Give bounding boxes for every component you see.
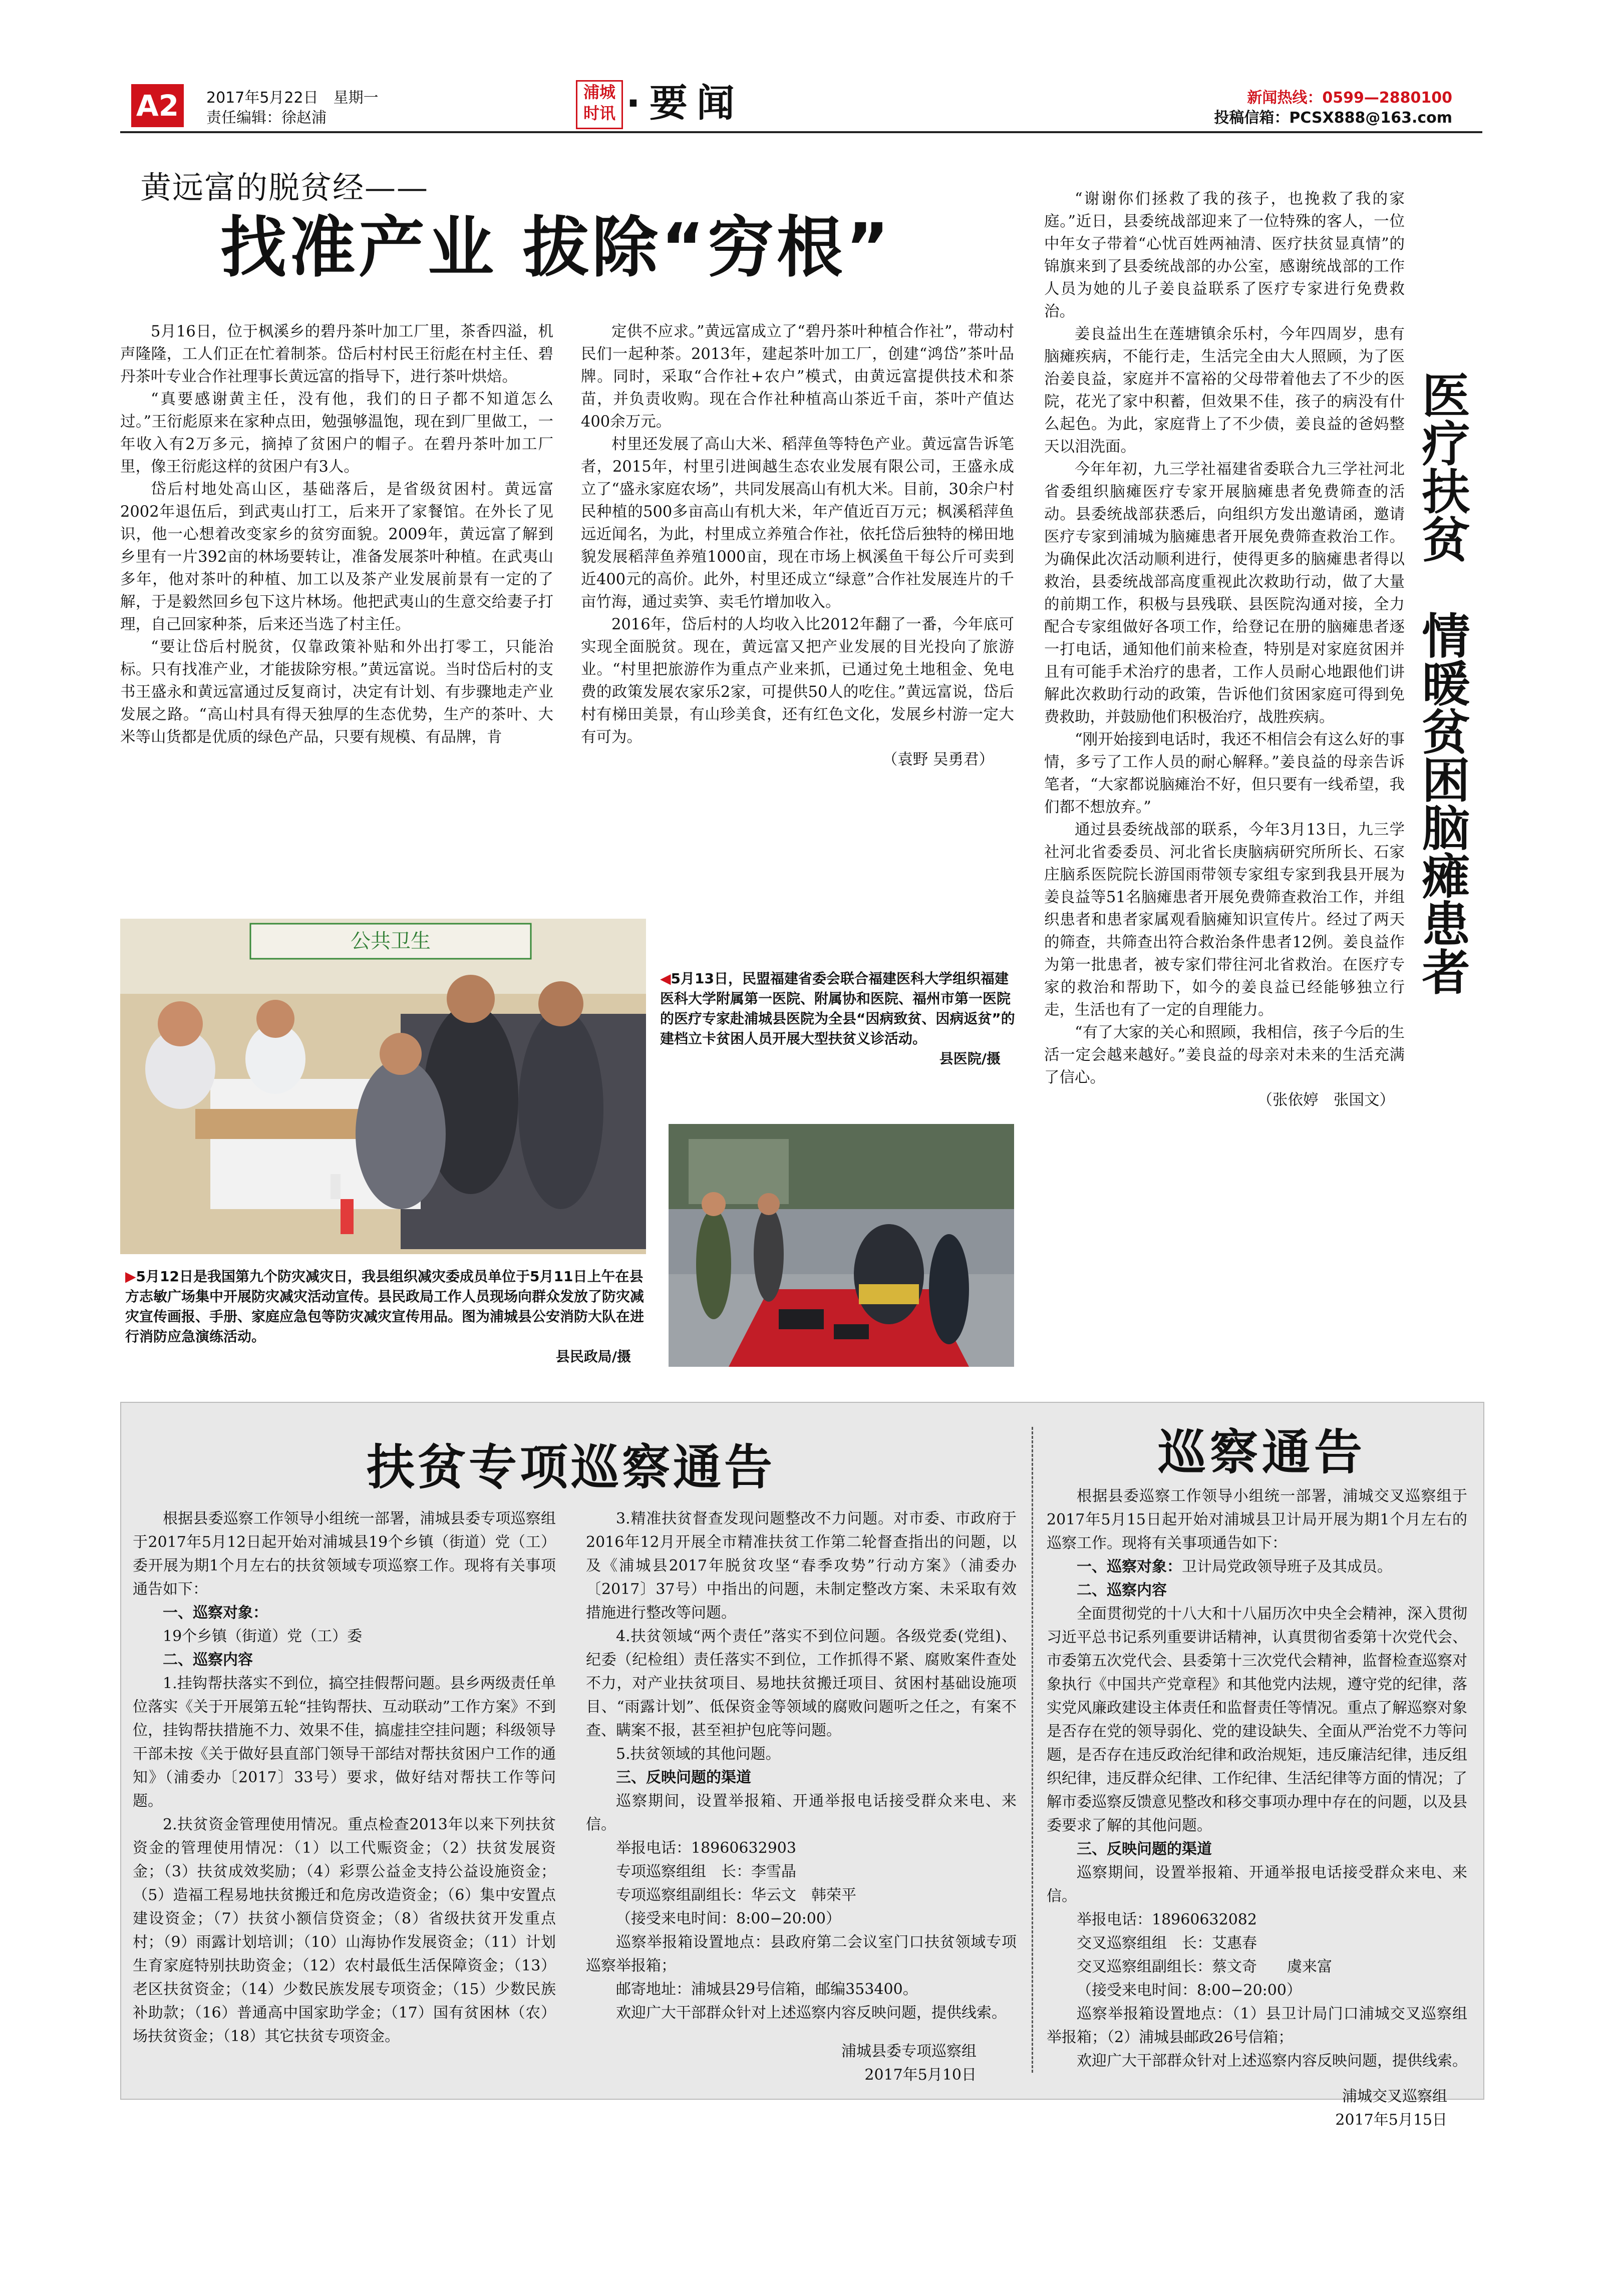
paragraph: 今年年初，九三学社福建省委联合九三学社河北省委组织脑瘫医疗专家开展脑瘫患者免费筛查的活动。县委统战部获悉后，向组织方发出邀请函，邀请医疗专家到浦城为脑瘫患者开展免费筛查救治工作。为确保此次活动顺利进行，使得更多的脑瘫患者得以救治，县委统战部高度重视此次救助行动，做了大量的前期工作，积极与县残联、县医院沟通对接，全力配合专家组做好各项工作，给登记在册的脑瘫患者逐一打电话，通知他们前来检查，特别是对家庭贫困并且有可能手术治疗的患者，工作人员耐心地跟他们讲解此次救助行动的政策，告诉他们贫困家庭可得到免费救助，并鼓励他们积极治疗，战胜疾病。 bbox=[1044, 461, 1405, 726]
lead-column-1 bbox=[120, 320, 553, 748]
notice1-signature-date: 2017年5月10日 bbox=[864, 2066, 977, 2084]
side-byline: （张依婷 张国文） bbox=[1257, 1091, 1395, 1109]
notice-paragraph: 交叉巡察组组 长：艾惠春 bbox=[1077, 1935, 1257, 1952]
notice-paragraph: 欢迎广大干部群众针对上述巡察内容反映问题，提供线索。 bbox=[616, 2004, 1007, 2022]
paragraph: 岱后村地处高山区，基础落后，是省级贫困村。黄远富2002年退伍后，到武夷山打工，后来开了家餐馆。在外长了见识，他一心想着改变家乡的贫穷面貌。2009年，黄远富了解到乡里有一片392亩的林场要转让，准备发展茶叶种植。在武夷山多年，他对茶叶的种植、加工以及茶产业发展前景有一定的了解，于是毅然回乡包下这片林场。他把武夷山的生意交给妻子打理，自己回家种茶，后来还当选了村主任。 bbox=[120, 481, 553, 633]
paragraph: “刚开始接到电话时，我还不相信会有这么好的事情，多亏了工作人员的耐心解释。”姜良益的母亲告诉笔者，“大家都说脑瘫治不好，但只要有一线希望，我们都不想放弃。” bbox=[1044, 731, 1405, 816]
notice-paragraph: （接受来电时间：8:00−20:00） bbox=[616, 1910, 841, 1928]
lead-column-2 bbox=[581, 320, 1014, 771]
paragraph: 5月16日，位于枫溪乡的碧丹茶叶加工厂里，茶香四溢，机声隆隆，工人们正在忙着制茶。岱后村村民王衍彪在村主任、碧丹茶叶专业合作社理事长黄远富的指导下，进行茶叶烘焙。 bbox=[120, 323, 553, 386]
side-article-vertical-title: 医疗扶贫 情暖贫困脑瘫患者 bbox=[1414, 370, 1471, 995]
notice-paragraph: 巡察举报箱设置地点：（1）县卫计局门口浦城交叉巡察组举报箱；（2）浦城县邮政26号信箱； bbox=[1047, 2005, 1467, 2046]
notice-paragraph: 举报电话：18960632082 bbox=[1077, 1911, 1257, 1929]
paragraph: “有了大家的关心和照顾，我相信，孩子今后的生活一定会越来越好。”姜良益的母亲对未来的生活充满了信心。 bbox=[1044, 1024, 1405, 1086]
notice-paragraph: 巡察举报箱设置地点：县政府第二会议室门口扶贫领域专项巡察举报箱； bbox=[586, 1934, 1017, 1975]
notice-paragraph: 欢迎广大干部群众针对上述巡察内容反映问题，提供线索。 bbox=[1077, 2052, 1467, 2070]
notice-heading: 一、巡察对象： bbox=[1077, 1558, 1182, 1576]
notice-paragraph: 举报电话：18960632903 bbox=[616, 1839, 796, 1857]
news-hotline: 新闻热线：0599—2880100 bbox=[1247, 89, 1452, 107]
section-logo bbox=[576, 80, 623, 129]
page-code: A2 bbox=[136, 89, 179, 123]
paragraph: 姜良益出生在莲塘镇余乐村，今年四周岁，患有脑瘫疾病，不能行走，生活完全由大人照顾，为了医治姜良益，家庭并不富裕的父母带着他去了不少的医院，花光了家中积蓄，但效果不佳，孩子的病没有什么起色。为此，家庭背上了不少债，姜良益的爸妈整天以泪洗面。 bbox=[1044, 325, 1405, 456]
notice-paragraph: 1.挂钩帮扶落实不到位，搞空挂假帮问题。县乡两级责任单位落实《关于开展第五轮“挂钩帮扶、互动联动”工作方案》不到位，挂钩帮扶措施不力、效果不佳，搞虚挂空挂问题；科级领导干部未按《关于做好县直部门领导干部结对帮扶贫困户工作的通知》（浦委办〔2017〕33号）要求，做好结对帮扶工作等问题。 bbox=[133, 1675, 556, 1810]
notice-paragraph: 根据县委巡察工作领导小组统一部署，浦城交叉巡察组于2017年5月15日起开始对浦城县卫计局开展为期1个月左右的巡察工作。现将有关事项通告如下： bbox=[1047, 1487, 1467, 1552]
paragraph: 2016年，岱后村的人均收入比2012年翻了一番，今年底可实现全面脱贫。现在，黄远富又把产业发展的目光投向了旅游业。“村里把旅游作为重点产业来抓，已通过免土地租金、免电费的政策发展农家乐2家，可提供50人的吃住。”黄远富说，岱后村有梯田美景，有山珍美食，还有红色文化，发展乡村游一定大有可为。 bbox=[581, 616, 1014, 746]
notice1-signature-org: 浦城县委专项巡察组 bbox=[841, 2043, 977, 2060]
contribution-email: 投稿信箱：PCSX888@163.com bbox=[1214, 109, 1452, 127]
editor-line: 责任编辑：徐赵浦 bbox=[206, 109, 327, 127]
medical-clinic-illustration bbox=[120, 919, 646, 1254]
notice-paragraph: 专项巡察组组 长：李雪晶 bbox=[616, 1863, 796, 1880]
paragraph: “谢谢你们拯救了我的孩子，也挽救了我的家庭。”近日，县委统战部迎来了一位特殊的客人，一位中年女子带着“心忧百姓两袖清、医疗扶贫显真情”的锦旗来到了县委统战部的办公室，感谢统战部的工作人员为她的儿子姜良益联系了医疗专家进行免费救治。 bbox=[1044, 190, 1405, 320]
notice-paragraph: 2.扶贫资金管理使用情况。重点检查2013年以来下列扶贫资金的管理使用情况：（1）以工代赈资金；（2）扶贫发展资金；（3）扶贫成效奖励；（4）彩票公益金支持公益设施资金；（5）造福工程易地扶贫搬迁和危房改造资金；（6）集中安置点建设资金；（7）扶贫小额信贷资金；（8）省级扶贫开发重点村；（9）雨露计划培训；（10）山海协作发展资金；（11）计划生育家庭特别扶助资金；（12）农村最低生活保障资金；（13）老区扶贫资金；（14）少数民族发展专项资金；（15）少数民族补助款；（16）普通高中国家助学金；（17）国有贫困林（农）场扶贫资金；（18）其它扶贫专项资金。 bbox=[133, 1816, 556, 2045]
notice1-column-1 bbox=[133, 1507, 556, 2048]
notice-paragraph: 巡察期间，设置举报箱、开通举报电话接受群众来电、来信。 bbox=[586, 1792, 1017, 1833]
paragraph: “要让岱后村脱贫，仅靠政策补贴和外出打零工，只能治标。只有找准产业，才能拔除穷根。”黄远富说。当时岱后村的支书王盛永和黄远富通过反复商讨，决定有计划、有步骤地走产业发展之路。“高山村具有得天独厚的生态优势，生产的茶叶、大米等山货都是优质的绿色产品，只要有规模、有品牌，肯 bbox=[120, 638, 553, 746]
notice-paragraph: 3.精准扶贫督查发现问题整改不力问题。对市委、市政府于2016年12月开展全市精准扶贫工作第二轮督查指出的问题，以及《浦城县2017年脱贫攻坚“春季攻势”行动方案》（浦委办〔2017〕37号）中指出的问题，未制定整改方案、未采取有效措施进行整改等问题。 bbox=[586, 1510, 1017, 1622]
fire-drill-photo bbox=[669, 1124, 1014, 1367]
caption-marker-icon: ▶ bbox=[125, 1268, 136, 1285]
notice2-title: 巡察通告 bbox=[1158, 1424, 1366, 1480]
paragraph: “真要感谢黄主任，没有他，我们的日子都不知道怎么过。”王衍彪原来在家种点田，勉强够温饱，现在到厂里做工，一年收入有2万多元，摘掉了贫困户的帽子。在碧丹茶叶加工厂里，像王衍彪这样的贫困户有3人。 bbox=[120, 391, 553, 476]
fire-drill-illustration bbox=[669, 1124, 1014, 1367]
notice-paragraph: 根据县委巡察工作领导小组统一部署，浦城县委专项巡察组于2017年5月12日起开始对浦城县19个乡镇（街道）党（工）委开展为期1个月左右的扶贫领域专项巡察工作。现将有关事项通告如下： bbox=[133, 1510, 556, 1598]
caption-text: 5月13日，民盟福建省委会联合福建医科大学组织福建医科大学附属第一医院、附属协和医院、福州市第一医院的医疗专家赴浦城县医院为全县“因病致贫、因病返贫”的建档立卡贫困人员开展大型扶贫义诊活动。 bbox=[660, 970, 1015, 1047]
notice-paragraph: 5.扶贫领域的其他问题。 bbox=[616, 1745, 781, 1763]
photo-credit: 县民政局/摄 bbox=[555, 1348, 631, 1365]
date-line: 2017年5月22日 星期一 bbox=[206, 89, 379, 107]
fire-drill-caption bbox=[125, 1267, 651, 1367]
notice-paragraph: 19个乡镇（街道）党（工）委 bbox=[163, 1628, 363, 1645]
paragraph: 定供不应求。”黄远富成立了“碧丹茶叶种植合作社”，带动村民们一起种茶。2013年，建起茶叶加工厂，创建“鸿岱”茶叶品牌。同时，采取“合作社+农户”模式，由黄远富提供技术和茶苗，并负责收购。现在合作社种植高山茶近千亩，茶叶产值达400余万元。 bbox=[581, 323, 1014, 431]
medical-clinic-photo bbox=[120, 919, 646, 1254]
notice-heading: 二、巡察内容 bbox=[1077, 1582, 1167, 1599]
notice2-signature-org: 浦城交叉巡察组 bbox=[1342, 2088, 1447, 2105]
notice-paragraph: 专项巡察组副组长：华云文 韩荣平 bbox=[616, 1886, 856, 1904]
lead-kicker: 黄远富的脱贫经—— bbox=[140, 169, 429, 206]
logo-bottom: 时讯 bbox=[583, 104, 615, 123]
notice2-body bbox=[1047, 1484, 1467, 2132]
notice-heading: 三、反映问题的渠道 bbox=[616, 1769, 751, 1786]
notice1-title: 扶贫专项巡察通告 bbox=[367, 1439, 775, 1495]
notice-heading: 二、巡察内容 bbox=[163, 1651, 253, 1669]
notice-paragraph: （接受来电时间：8:00−20:00） bbox=[1077, 1982, 1302, 1999]
section-title: ·要闻 bbox=[626, 81, 744, 125]
logo-top: 浦城 bbox=[583, 83, 615, 102]
notice-divider bbox=[1032, 1427, 1033, 2073]
masthead-rule bbox=[120, 131, 1482, 133]
lead-byline: （袁野 吴勇君） bbox=[882, 751, 994, 769]
notice-paragraph: 4.扶贫领域“两个责任”落实不到位问题。各级党委(党组)、纪委（纪检组）责任落实不到位，工作抓得不紧、腐败案件查处不力，对产业扶贫项目、易地扶贫搬迁项目、贫困村基础设施项目、“雨露计划”、低保资金等领域的腐败问题听之任之，有案不查、瞒案不报，甚至袒护包庇等问题。 bbox=[586, 1628, 1017, 1739]
notice-paragraph: 巡察期间，设置举报箱、开通举报电话接受群众来电、来信。 bbox=[1047, 1864, 1467, 1905]
notice-heading: 一、巡察对象： bbox=[163, 1604, 268, 1622]
notice-inline-text: 卫计局党政领导班子及其成员。 bbox=[1182, 1558, 1392, 1576]
caption-marker-icon: ◀ bbox=[660, 970, 671, 987]
notice2-signature-date: 2017年5月15日 bbox=[1335, 2111, 1447, 2129]
notice-heading: 三、反映问题的渠道 bbox=[1077, 1840, 1212, 1858]
notice-paragraph: 邮寄地址：浦城县29号信箱，邮编353400。 bbox=[616, 1981, 918, 1998]
paragraph: 村里还发展了高山大米、稻萍鱼等特色产业。黄远富告诉笔者，2015年，村里引进闽越生态农业发展有限公司，王盛永成立了“盛永家庭农场”，共同发展高山有机大米。目前，30余户村民种植的500多亩高山有机大米，年产值近百万元；枫溪稻萍鱼远近闻名，为此，村里成立养殖合作社，依托岱后独特的梯田地貌发展稻萍鱼养殖1000亩，现在市场上枫溪鱼干每公斤可卖到近400元的高价。此外，村里还成立“绿意”合作社发展连片的千亩竹海，通过卖笋、卖毛竹增加收入。 bbox=[581, 436, 1014, 611]
medical-clinic-caption bbox=[660, 969, 1016, 1069]
notice-paragraph: 交叉巡察组副组长：蔡文奇 虞来富 bbox=[1077, 1958, 1332, 1976]
photo-credit: 县医院/摄 bbox=[939, 1050, 1001, 1067]
lead-headline: 找准产业 拔除“穷根” bbox=[220, 209, 892, 286]
notice-paragraph: 全面贯彻党的十八大和十八届历次中央全会精神，深入贯彻习近平总书记系列重要讲话精神，认真贯彻省委第十次党代会、市委第五次党代会、县委第十三次党代会精神，监督检查巡察对象执行《中国共产党章程》和其他党内法规，遵守党的纪律，落实党风廉政建设主体责任和监督责任等情况。重点了解巡察对象是否存在党的领导弱化、党的建设缺失、全面从严治党不力等问题，是否存在违反政治纪律和政治规矩，违反廉洁纪律，违反组织纪律，违反群众纪律、工作纪律、生活纪律等方面的情况；了解市委巡察反馈意见整改和移交事项办理中存在的问题，以及县委要求了解的其他问题。 bbox=[1047, 1605, 1467, 1834]
page-code-badge bbox=[131, 84, 184, 127]
notice1-column-2 bbox=[586, 1507, 1017, 2087]
side-article-body bbox=[1044, 188, 1405, 1111]
paragraph: 通过县委统战部的联系，今年3月13日，九三学社河北省委委员、河北省长庚脑病研究所所长、石家庄脑系医院院长游国雨带领专家组专家到我县开展为姜良益等51名脑瘫患者开展免费筛查救治工作，并组织患者和患者家属观看脑瘫知识宣传片。经过了两天的筛查，共筛查出符合救治条件患者12例。姜良益作为第一批患者，被专家们带往河北省救治。在医疗专家的救治和帮助下，如今的姜良益已经能够独立行走，生活也有了一定的自理能力。 bbox=[1044, 821, 1405, 1019]
clinic-banner-text: 公共卫生 bbox=[351, 930, 431, 953]
caption-text: 5月12日是我国第九个防灾减灾日，我县组织减灾委成员单位于5月11日上午在县方志敏广场集中开展防灾减灾活动宣传。县民政局工作人员现场向群众发放了防灾减灾宣传画报、手册、家庭应急包等防灾减灾宣传用品。图为浦城县公安消防大队在进行消防应急演练活动。 bbox=[125, 1268, 645, 1345]
notice-heading-inline bbox=[1047, 1555, 1467, 1579]
